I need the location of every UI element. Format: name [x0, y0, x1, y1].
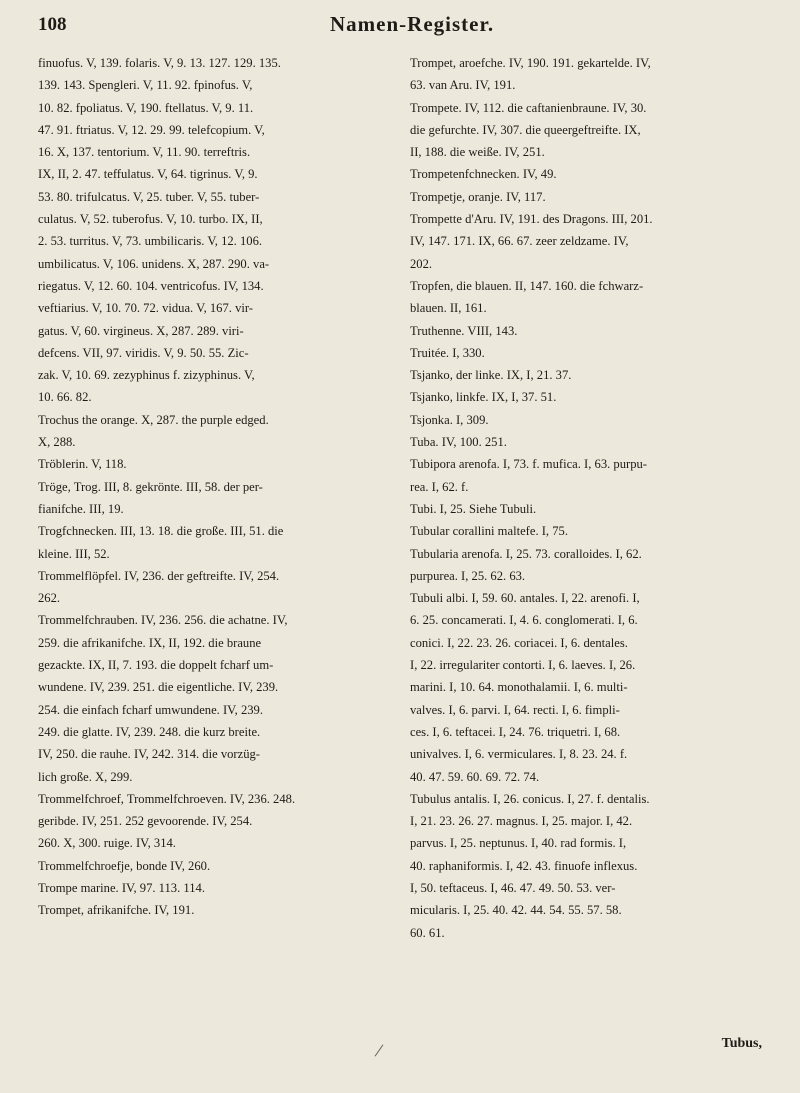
index-line: 16. X, 137. tentorium. V, 11. 90. terreftris.	[38, 145, 251, 160]
index-line: 249. die glatte. IV, 239. 248. die kurz breite.	[38, 724, 261, 739]
index-line: 10. 82. fpoliatus. V, 190. ftellatus. V, 9. 11.	[38, 100, 254, 115]
index-line: Truthenne. VIII, 143.	[410, 323, 518, 338]
index-line: Tropfen, die blauen. II, 147. 160. die fchwarz-	[410, 278, 644, 293]
index-line: 139. 143. Spengleri. V, 11. 92. fpinofus. V,	[38, 78, 253, 93]
index-line: geribde. IV, 251. 252 gevoorende. IV, 254.	[38, 814, 253, 829]
right-column	[410, 52, 762, 944]
index-line: 63. van Aru. IV, 191.	[410, 78, 516, 93]
index-line: Tsjanko, linkfe. IX, I, 37. 51.	[410, 390, 557, 405]
index-line: purpurea. I, 25. 62. 63.	[410, 568, 526, 583]
index-line: I, 50. teftaceus. I, 46. 47. 49. 50. 53. ver-	[410, 880, 616, 895]
index-line: 6. 25. concamerati. I, 4. 6. conglomerati. I, 6.	[410, 613, 638, 628]
page-header	[0, 8, 800, 40]
index-line: gezackte. IX, II, 7. 193. die doppelt fcharf um-	[38, 658, 274, 673]
index-line: 260. X, 300. ruige. IV, 314.	[38, 836, 176, 851]
index-line: 53. 80. trifulcatus. V, 25. tuber. V, 55. tuber-	[38, 189, 260, 204]
index-line: die gefurchte. IV, 307. die queergeftreifte. IX,	[410, 122, 641, 137]
index-line: Tröblerin. V, 118.	[38, 457, 127, 472]
index-line: veftiarius. V, 10. 70. 72. vidua. V, 167. vir-	[38, 301, 254, 316]
index-line: Trompete. IV, 112. die caftanienbraune. IV, 30.	[410, 100, 647, 115]
index-line: Trommelfchroefje, bonde IV, 260.	[38, 858, 211, 873]
index-line: finuofus. V, 139. folaris. V, 9. 13. 127. 129. 135.	[38, 56, 281, 70]
index-line: 10. 66. 82.	[38, 390, 92, 405]
index-line: Trogfchnecken. III, 13. 18. die große. III, 51. die	[38, 524, 284, 539]
index-line: Tubi. I, 25. Siehe Tubuli.	[410, 501, 537, 516]
index-line: culatus. V, 52. tuberofus. V, 10. turbo. IX, II,	[38, 212, 263, 227]
index-line: Trompet, afrikanifche. IV, 191.	[38, 903, 195, 918]
index-line: Tuba. IV, 100. 251.	[410, 435, 507, 450]
index-line: Tsjanko, der linke. IX, I, 21. 37.	[410, 368, 572, 383]
index-line: lich große. X, 299.	[38, 769, 133, 784]
index-line: ces. I, 6. teftacei. I, 24. 76. triquetri. I, 68.	[410, 724, 621, 739]
index-line: Tsjonka. I, 309.	[410, 412, 489, 427]
index-line: riegatus. V, 12. 60. 104. ventricofus. IV, 134.	[38, 278, 264, 293]
index-line: I, 22. irregulariter contorti. I, 6. laeves. I, 26.	[410, 658, 636, 673]
index-line: zak. V, 10. 69. zezyphinus f. zizyphinus. V,	[38, 368, 255, 383]
index-line: 202.	[410, 256, 433, 271]
index-line: Trommelfchrauben. IV, 236. 256. die achatne. IV,	[38, 613, 288, 628]
index-line: Trompet, aroefche. IV, 190. 191. gekartelde. IV,	[410, 56, 651, 70]
index-line: 262.	[38, 591, 61, 606]
index-line: parvus. I, 25. neptunus. I, 40. rad formis. I,	[410, 836, 627, 851]
index-line: 40. 47. 59. 60. 69. 72. 74.	[410, 769, 540, 784]
index-line: 40. raphaniformis. I, 42. 43. finuofe inflexus.	[410, 858, 638, 873]
index-line: Tubulus antalis. I, 26. conicus. I, 27. f. dentalis.	[410, 791, 650, 806]
index-line: Tubipora arenofa. I, 73. f. mufica. I, 63. purpu-	[410, 457, 648, 472]
index-line: IV, 147. 171. IX, 66. 67. zeer zeldzame. IV,	[410, 234, 629, 249]
index-line: fianifche. III, 19.	[38, 501, 124, 516]
running-head: Namen-Register.	[330, 12, 495, 36]
index-line: univalves. I, 6. vermiculares. I, 8. 23. 24. f.	[410, 747, 628, 762]
index-line: Truitée. I, 330.	[410, 345, 485, 360]
index-line: wundene. IV, 239. 251. die eigentliche. IV, 239.	[38, 680, 279, 695]
index-line: valves. I, 6. parvi. I, 64. recti. I, 6. fimpli-	[410, 702, 620, 717]
index-line: Trompette d'Aru. IV, 191. des Dragons. III, 201.	[410, 212, 653, 227]
index-line: umbilicatus. V, 106. unidens. X, 287. 290. va-	[38, 256, 270, 271]
index-line: conici. I, 22. 23. 26. coriacei. I, 6. dentales.	[410, 635, 628, 650]
page-number: 108	[38, 14, 67, 35]
index-line: Trompetenfchnecken. IV, 49.	[410, 167, 557, 182]
index-line: marini. I, 10. 64. monothalamii. I, 6. multi-	[410, 680, 628, 695]
index-line: Tubularia arenofa. I, 25. 73. coralloides. I, 62.	[410, 546, 642, 561]
index-line: Trompe marine. IV, 97. 113. 114.	[38, 880, 205, 895]
index-line: Tubular corallini maltefe. I, 75.	[410, 524, 568, 539]
index-line: kleine. III, 52.	[38, 546, 110, 561]
index-line: blauen. II, 161.	[410, 301, 487, 316]
stray-mark	[375, 1044, 384, 1056]
index-line: Tubuli albi. I, 59. 60. antales. I, 22. arenofi. I,	[410, 591, 640, 606]
index-line: 2. 53. turritus. V, 73. umbilicaris. V, 12. 106.	[38, 234, 263, 249]
index-line: I, 21. 23. 26. 27. magnus. I, 25. major. I, 42.	[410, 814, 633, 829]
index-line: rea. I, 62. f.	[410, 479, 469, 494]
index-line: IV, 250. die rauhe. IV, 242. 314. die vorzüg-	[38, 747, 260, 762]
index-line: 47. 91. ftriatus. V, 12. 29. 99. telefcopium. V,	[38, 122, 265, 137]
index-line: gatus. V, 60. virgineus. X, 287. 289. viri-	[38, 323, 244, 338]
left-column	[38, 52, 383, 922]
index-line: 259. die afrikanifche. IX, II, 192. die braune	[38, 635, 262, 650]
index-line: Tröge, Trog. III, 8. gekrönte. III, 58. der per-	[38, 479, 263, 494]
index-line: Trompetje, oranje. IV, 117.	[410, 189, 546, 204]
index-line: 254. die einfach fcharf umwundene. IV, 239.	[38, 702, 263, 717]
index-line: II, 188. die weiße. IV, 251.	[410, 145, 545, 160]
index-line: micularis. I, 25. 40. 42. 44. 54. 55. 57. 58.	[410, 903, 622, 918]
index-line: Trommelflöpfel. IV, 236. der geftreifte. IV, 254.	[38, 568, 280, 583]
index-line: Trochus the orange. X, 287. the purple edged.	[38, 412, 269, 427]
index-line: defcens. VII, 97. viridis. V, 9. 50. 55. Zic-	[38, 345, 249, 360]
catchword: Tubus,	[721, 1036, 762, 1051]
index-line: IX, II, 2. 47. teffulatus. V, 64. tigrinus. V, 9.	[38, 167, 258, 182]
index-line: Trommelfchroef, Trommelfchroeven. IV, 236. 248.	[38, 791, 296, 806]
index-line: 60. 61.	[410, 925, 445, 940]
index-line: X, 288.	[38, 435, 76, 450]
